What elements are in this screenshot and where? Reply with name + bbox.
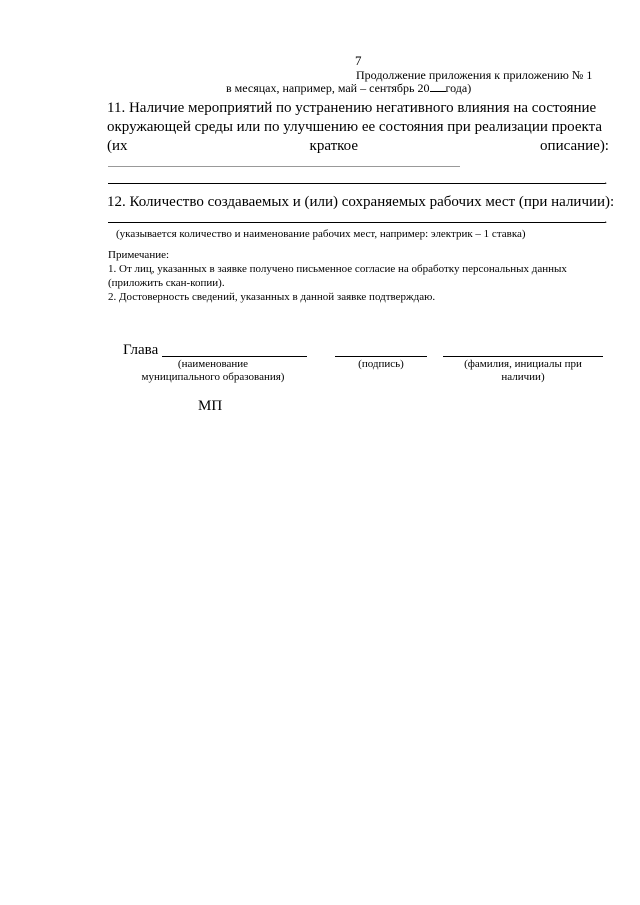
caption-line: наличии) <box>501 371 545 383</box>
caption-line: (наименование <box>177 358 249 370</box>
item-11 <box>107 99 609 156</box>
signature-name-line[interactable] <box>443 356 603 357</box>
note-title: Примечание: <box>108 249 170 261</box>
signature-org-line[interactable] <box>162 356 307 357</box>
seal-label: МП <box>198 398 223 414</box>
caption-line: муниципального образования) <box>141 371 285 383</box>
note-item-2: 2. Достоверность сведений, указанных в данной заявке подтверждаю. <box>108 291 436 303</box>
signature-org-caption <box>120 358 306 384</box>
item-11-line-2: окружающей среды или по улучшению ее состояния при реализации проекта <box>107 119 602 135</box>
item-12-blank-line[interactable] <box>108 222 605 223</box>
continuation-line <box>226 81 471 96</box>
period-mark: . <box>604 211 608 226</box>
item-11-line-1: 11. Наличие мероприятий по устранению негативного влияния на состояние <box>107 100 597 116</box>
appendix-note: Продолжение приложения к приложению № 1 <box>356 68 593 82</box>
item-11-blank-line-2[interactable] <box>108 183 605 184</box>
note-item-1: 1. От лиц, указанных в заявке получено письменное согласие на обработку персональных данных (приложить скан-копии). <box>108 263 567 289</box>
item-11-line-3 <box>107 137 609 156</box>
signature-sign-line[interactable] <box>335 356 427 357</box>
caption-line: (подпись) <box>358 358 404 370</box>
signature-sign-caption <box>335 358 427 371</box>
item-11-blank-line-1[interactable] <box>108 166 460 167</box>
page-number: 7 <box>355 53 362 68</box>
continuation-text: в месяцах, например, май – сентябрь 20 <box>226 81 430 95</box>
item-11-word-2: краткое <box>309 138 359 154</box>
year-blank <box>430 91 446 92</box>
item-12-hint: (указывается количество и наименование рабочих мест, например: электрик – 1 ставка) <box>116 228 526 240</box>
item-12: 12. Количество создаваемых и (или) сохраняемых рабочих мест (при наличии): <box>107 194 615 210</box>
item-11-word-1: (их <box>107 138 128 154</box>
caption-line: (фамилия, инициалы при <box>464 358 582 370</box>
continuation-year-suffix: года) <box>445 81 472 95</box>
note-block <box>108 248 613 304</box>
item-11-word-3: описание): <box>540 138 609 154</box>
period-mark: . <box>604 172 608 187</box>
signature-label: Глава <box>123 342 159 358</box>
signature-name-caption <box>443 358 603 384</box>
